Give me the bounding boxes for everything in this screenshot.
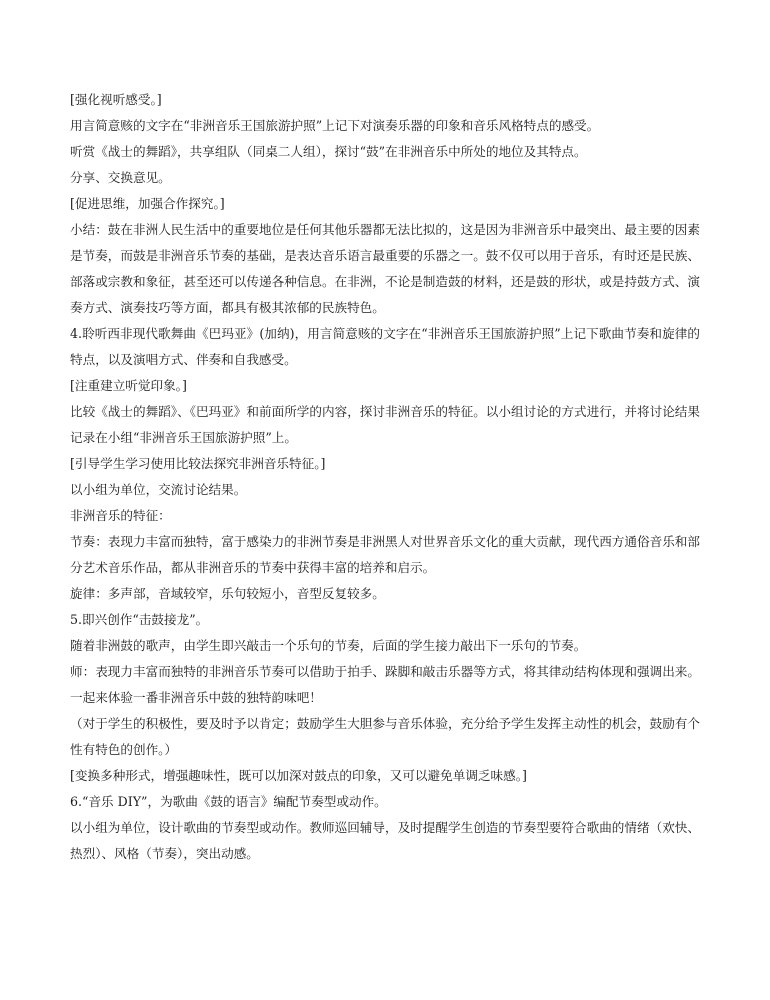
paragraph-compare: 比较《战士的舞蹈》、《巴玛亚》和前面所学的内容，探讨非洲音乐的特征。以小组讨论的方式进行，并将讨论结果记录在小组“非洲音乐王国旅游护照”上。 [70, 404, 700, 445]
paragraph-share-opinions: 分享、交换意见。 [70, 170, 171, 185]
paragraph-note-audiovisual: [强化视听感受。] [70, 92, 162, 107]
paragraph-group-exchange: 以小组为单位，交流讨论结果。 [70, 482, 247, 497]
paragraph-features-heading: 非洲音乐的特征： [70, 508, 171, 523]
paragraph-listen-warrior-dance: 听赏《战士的舞蹈》，共享组队（同桌二人组），探讨“鼓”在非洲音乐中所处的地位及其特点。 [70, 144, 587, 159]
paragraph-note-variety: [变换多种形式，增强趣味性，既可以加深对鼓点的印象，又可以避免单调乏味感。] [70, 768, 527, 783]
paragraph-step-5: 5.即兴创作“击鼓接龙”。 [70, 612, 209, 627]
paragraph-note-compare-method: [引导学生学习使用比较法探究非洲音乐特征。] [70, 456, 326, 471]
paragraph-improvise: 随着非洲鼓的歌声，由学生即兴敲击一个乐句的节奏，后面的学生接力敲出下一乐句的节奏。 [70, 638, 587, 653]
paragraph-step-4: 4.聆听西非现代歌舞曲《巴玛亚》(加纳)，用言简意赅的文字在“非洲音乐王国旅游护照”上记下歌曲节奏和旋律的特点，以及演唱方式、伴奏和自我感受。 [70, 326, 700, 367]
paragraph-note-thinking: [促进思维，加强合作探究。] [70, 196, 225, 211]
paragraph-note-hearing: [注重建立听觉印象。] [70, 378, 187, 393]
paragraph-teacher-remark: 师：表现力丰富而独特的非洲音乐节奏可以借助于拍手、跺脚和敲击乐器等方式，将其律动结构体现和强调出来。一起来体验一番非洲音乐中鼓的独特韵味吧！ [70, 664, 700, 705]
paragraph-feature-rhythm: 节奏：表现力丰富而独特，富于感染力的非洲节奏是非洲黑人对世界音乐文化的重大贡献，现代西方通俗音乐和部分艺术音乐作品，都从非洲音乐的节奏中获得丰富的培养和启示。 [70, 534, 700, 575]
paragraph-feature-melody: 旋律：多声部，音域较窄，乐句较短小，音型反复较多。 [70, 586, 385, 601]
paragraph-summary-drum: 小结：鼓在非洲人民生活中的重要地位是任何其他乐器都无法比拟的，这是因为非洲音乐中最突出、最主要的因素是节奏，而鼓是非洲音乐节奏的基础，是表达音乐语言最重要的乐器之一。鼓不仅可以用于音乐，有时还是民族、部落或宗教和象征，甚至还可以传递各种信息。在非洲，不论是制造鼓的材料，还是鼓的形状，或是持鼓方式、演奏方式、演奏技巧等方面，都具有极其浓郁的民族特色。 [70, 222, 700, 315]
paragraph-step-6: 6.“音乐 DIY”，为歌曲《鼓的语言》编配节奏型或动作。 [70, 794, 387, 809]
paragraph-encourage-note: （对于学生的积极性，要及时予以肯定；鼓励学生大胆参与音乐体验，充分给予学生发挥主动性的机会，鼓励有个性有特色的创作。） [70, 716, 700, 757]
paragraph-design-rhythm: 以小组为单位，设计歌曲的节奏型或动作。教师巡回辅导，及时提醒学生创造的节奏型要符合歌曲的情绪（欢快、热烈）、风格（节奏），突出动感。 [70, 820, 700, 861]
document-body [70, 87, 700, 867]
paragraph-record-impression: 用言简意赅的文字在“非洲音乐王国旅游护照”上记下对演奏乐器的印象和音乐风格特点的感受。 [70, 118, 600, 133]
